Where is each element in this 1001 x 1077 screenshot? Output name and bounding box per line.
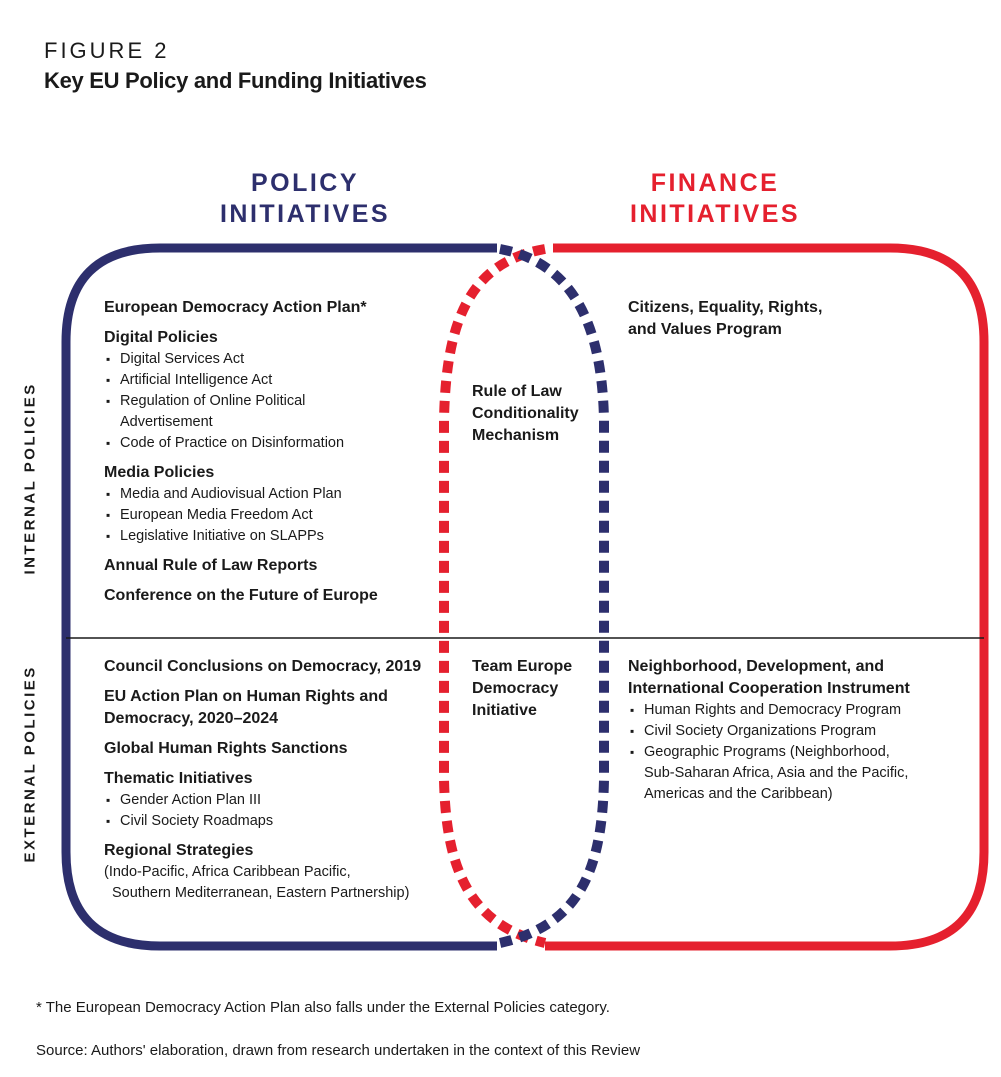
overlap-line: Team Europe <box>472 658 573 675</box>
regional-text <box>104 862 449 904</box>
footnote: * The European Democracy Action Plan also falls under the External Policies category. <box>36 999 610 1016</box>
list-item <box>104 391 444 433</box>
list-item: ▪ Civil Society Organizations Program <box>628 721 958 742</box>
media-policies-list <box>104 484 444 547</box>
list-item: ▪ Human Rights and Democracy Program <box>628 700 958 721</box>
overlap-red-dashed <box>444 249 545 943</box>
source-note: Source: Authors' elaboration, drawn from research undertaken in the context of this Review <box>36 1042 641 1059</box>
external-policies-label: EXTERNAL POLICIES <box>21 665 39 863</box>
overlap-line: Conditionality <box>472 405 579 422</box>
list-item-line: Americas and the Caribbean) <box>644 786 833 802</box>
list-item: ▪ European Media Freedom Act <box>104 505 444 526</box>
figure-title: Key EU Policy and Funding Initiatives <box>44 68 427 93</box>
internal-policies-label: INTERNAL POLICIES <box>21 382 39 575</box>
finance-frame-red <box>545 248 984 946</box>
list-item-line: Geographic Programs (Neighborhood, <box>644 744 890 760</box>
overlap-line: Democracy <box>472 680 559 697</box>
action-plan-line: Democracy, 2020–2024 <box>104 710 279 727</box>
action-plan-line: EU Action Plan on Human Rights and <box>104 688 388 705</box>
list-item-line: Regulation of Online Political <box>120 393 306 409</box>
external-policy-block <box>104 656 449 904</box>
overlap-navy-dashed <box>500 249 604 943</box>
list-item: ▪ Civil Society Roadmaps <box>104 811 449 832</box>
internal-finance-block <box>628 297 958 341</box>
finance-line: Citizens, Equality, Rights, <box>628 299 823 316</box>
ndici-list <box>628 700 958 805</box>
list-item: ▪ Artificial Intelligence Act <box>104 370 444 391</box>
list-item: ▪ Gender Action Plan III <box>104 790 449 811</box>
policy-heading-line2: INITIATIVES <box>219 200 391 228</box>
regional-heading: Regional Strategies <box>104 842 254 859</box>
finance-line: and Values Program <box>628 321 782 338</box>
ndici-heading-line: International Cooperation Instrument <box>628 680 910 697</box>
annual-rule-of-law-heading: Annual Rule of Law Reports <box>104 557 318 574</box>
thematic-list <box>104 790 449 832</box>
overlap-line: Rule of Law <box>472 383 562 400</box>
finance-heading-line1: FINANCE <box>650 169 780 197</box>
external-overlap-block <box>472 656 597 722</box>
external-finance-block <box>628 656 958 805</box>
regional-line: Southern Mediterranean, Eastern Partnership) <box>112 885 410 901</box>
list-item: ▪ Code of Practice on Disinformation <box>104 433 444 454</box>
finance-heading-line2: INITIATIVES <box>629 200 801 228</box>
list-item-line: Sub-Saharan Africa, Asia and the Pacific, <box>644 765 909 781</box>
ndici-heading-line: Neighborhood, Development, and <box>628 658 885 675</box>
list-item: ▪ Media and Audiovisual Action Plan <box>104 484 444 505</box>
list-item <box>628 742 958 805</box>
regional-line: (Indo-Pacific, Africa Caribbean Pacific, <box>104 864 351 880</box>
figure-label: FIGURE 2 <box>44 38 170 63</box>
list-item: ▪ Legislative Initiative on SLAPPs <box>104 526 444 547</box>
list-item-line: Advertisement <box>120 414 213 430</box>
policy-heading-line1: POLICY <box>250 169 360 197</box>
thematic-heading: Thematic Initiatives <box>104 770 253 787</box>
internal-overlap-block <box>472 381 597 447</box>
council-conclusions-heading: Council Conclusions on Democracy, 2019 <box>104 658 422 675</box>
digital-policies-heading: Digital Policies <box>104 329 218 346</box>
digital-policies-list <box>104 349 444 454</box>
sanctions-heading: Global Human Rights Sanctions <box>104 740 348 757</box>
edap-heading: European Democracy Action Plan* <box>104 299 367 316</box>
overlap-line: Initiative <box>472 702 537 719</box>
list-item: ▪ Digital Services Act <box>104 349 444 370</box>
internal-policy-block <box>104 297 444 607</box>
media-policies-heading: Media Policies <box>104 464 215 481</box>
overlap-line: Mechanism <box>472 427 560 444</box>
conference-heading: Conference on the Future of Europe <box>104 587 378 604</box>
